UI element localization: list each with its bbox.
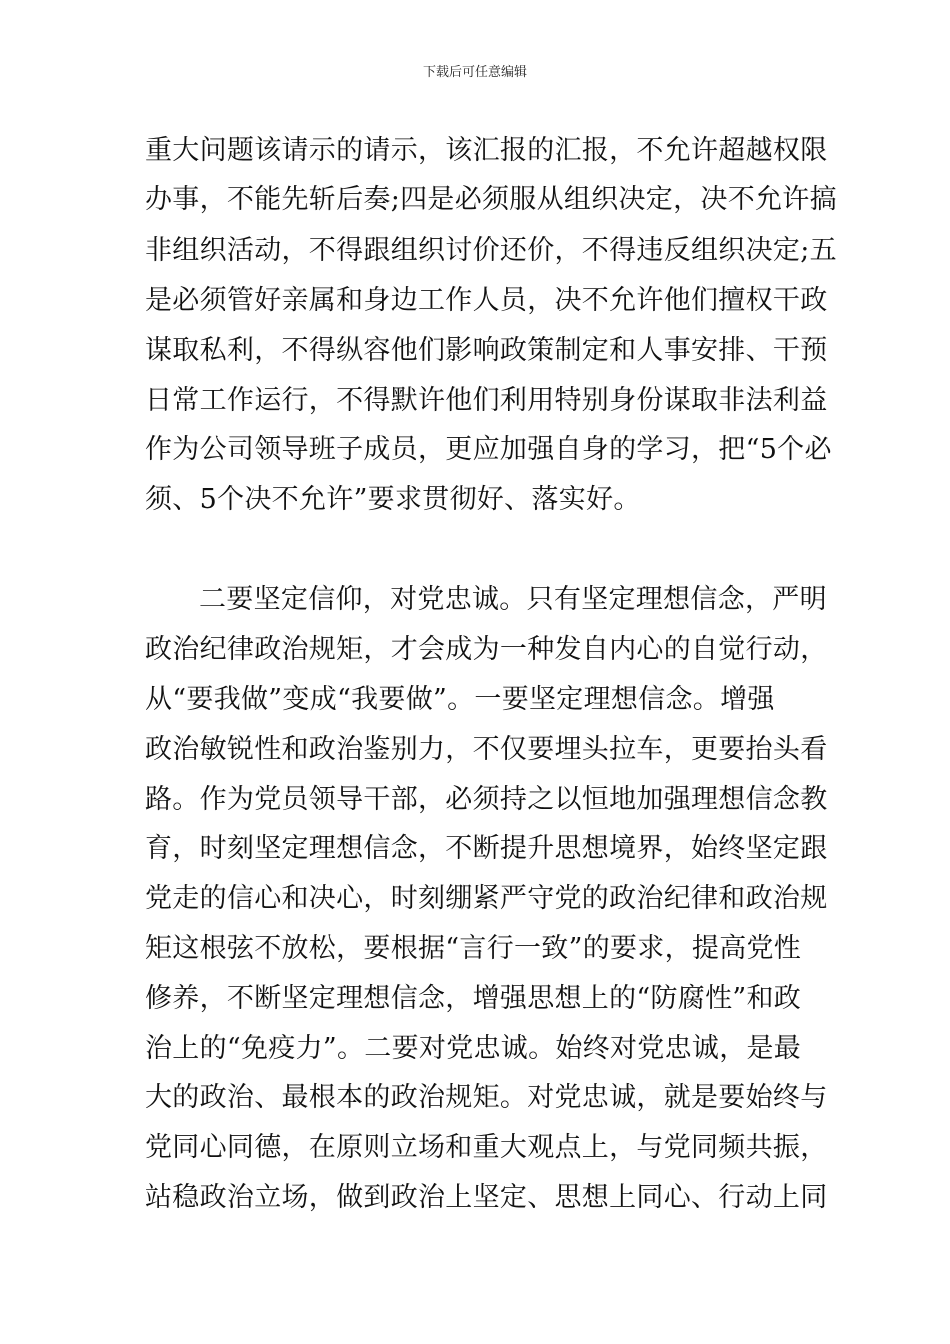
text-line: 须、5个决不允许”要求贯彻好、落实好。 <box>145 484 641 515</box>
text-line: 矩这根弦不放松，要根据“言行一致”的要求，提高党性 <box>145 933 802 964</box>
text-line: 从“要我做”变成“我要做”。一要坚定理想信念。增强 <box>145 684 775 715</box>
text-line: 站稳政治立场，做到政治上坚定、思想上同心、行动上同 <box>145 1182 828 1213</box>
text-line: 政治纪律政治规矩，才会成为一种发自内心的自觉行动， <box>145 634 828 665</box>
text-line: 重大问题该请示的请示，该汇报的汇报，不允许超越权限 <box>145 135 828 166</box>
text-line: 大的政治、最根本的政治规矩。对党忠诚，就是要始终与 <box>145 1082 828 1113</box>
text-line: 二要坚定信仰，对党忠诚。只有坚定理想信念，严明 <box>199 584 827 615</box>
text-line: 修养，不断坚定理想信念，增强思想上的“防腐性”和政 <box>145 983 802 1014</box>
text-line: 党走的信心和决心，时刻绷紧严守党的政治纪律和政治规 <box>145 883 828 914</box>
text-line: 路。作为党员领导干部，必须持之以恒地加强理想信念教 <box>145 784 828 815</box>
text-line: 党同心同德，在原则立场和重大观点上，与党同频共振， <box>145 1132 828 1163</box>
text-line: 日常工作运行，不得默许他们利用特别身份谋取非法利益 <box>145 385 828 416</box>
text-line: 是必须管好亲属和身边工作人员，决不允许他们擅权干政 <box>145 285 828 316</box>
text-line: 治上的“免疫力”。二要对党忠诚。始终对党忠诚，是最 <box>145 1033 802 1064</box>
text-line: 育，时刻坚定理想信念，不断提升思想境界，始终坚定跟 <box>145 833 828 864</box>
text-line: 作为公司领导班子成员，更应加强自身的学习，把“5个必 <box>145 434 832 465</box>
text-line: 非组织活动，不得跟组织讨价还价，不得违反组织决定;五 <box>145 235 837 266</box>
page-header: 下载后可任意编辑 <box>422 65 527 80</box>
text-line: 政治敏锐性和政治鉴别力，不仅要埋头拉车，更要抬头看 <box>145 734 828 765</box>
text-line: 办事，不能先斩后奏;四是必须服从组织决定，决不允许搞 <box>145 184 837 215</box>
text-line: 谋取私利，不得纵容他们影响政策制定和人事安排、干预 <box>145 335 828 366</box>
